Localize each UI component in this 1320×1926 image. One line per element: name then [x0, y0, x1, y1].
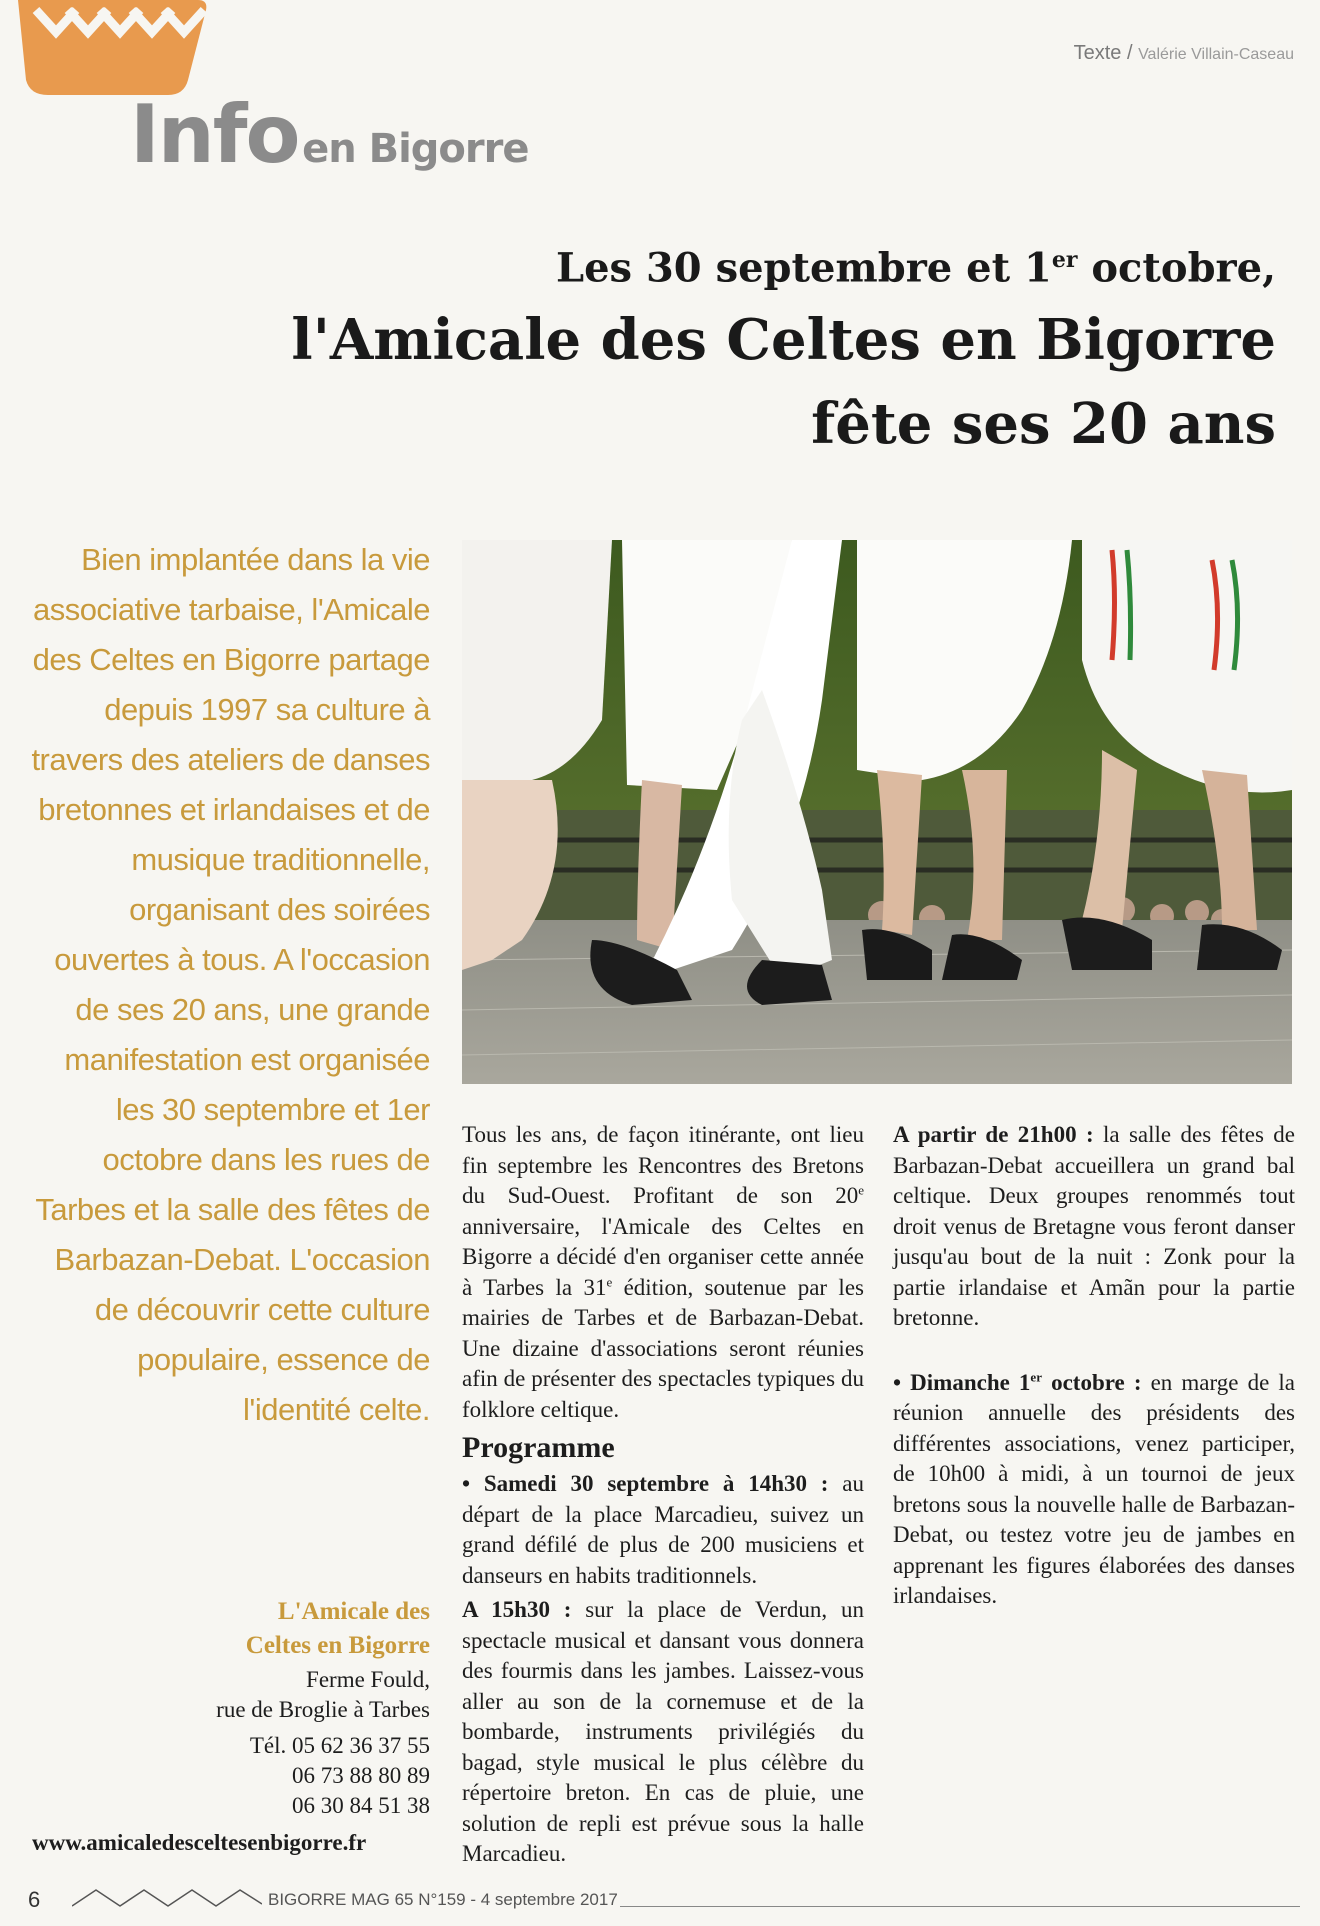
page-number: 6: [28, 1887, 41, 1912]
intro-paragraph: Bien implantée dans la vie associative tarbaise, l'Amicale des Celtes en Bigorre partage depuis 1997 sa culture à travers des ateliers de danses bretonnes et irlandaises et de musique traditionnelle, organisant des soirées ouvertes à tous. A l'occasion de ses 20 ans, une grande manifestation est organisée les 30 septembre et 1er octobre dans les rues de Tarbes et la salle des fêtes de Barbazan-Debat. L'occasion de découvrir cette culture populaire, essence de l'identité celte.: [31, 542, 430, 1427]
publication-info: BIGORRE MAG 65 N°159 - 4 septembre 2017: [268, 1890, 618, 1909]
footer-divider: [620, 1906, 1300, 1907]
article-paragraph-1: Tous les ans, de façon itinérante, ont lieu fin septembre les Rencontres des Bretons du Sud-Ouest. Profitant de son 20e anniversaire, l'Amicale des Celtes en Bigorre a décidé d'en organiser cette année à Tarbes la 31e édition, soutenue par les mairies de Tarbes et de Barbazan-Debat. Une dizaine d'associations seront réunies afin de présenter des spectacles typiques du folklore celtique.: [462, 1122, 864, 1422]
website-link[interactable]: www.amicaledesceltesenbigorre.fr: [32, 1830, 367, 1855]
programme-heading: Programme: [462, 1431, 615, 1464]
credit-author: Valérie Villain-Caseau: [1138, 46, 1294, 63]
headline-sub-line: fête ses 20 ans: [811, 391, 1276, 458]
programme-item-sunday: • Dimanche 1er octobre : en marge de la réunion annuelle des présidents des différentes associations, venez participer, de 10h00 à midi, à un tournoi de jeux bretons sous la nouvelle halle de Barbazan-Debat, ou testez votre jeu de jambes en apprenant les figures élaborées des danses irlandaises.: [893, 1368, 1295, 1608]
contact-address-line-2: rue de Broglie à Tarbes: [216, 1697, 430, 1722]
contact-phone-1: Tél. 05 62 36 37 55: [249, 1733, 430, 1758]
article-headline: [276, 232, 1276, 464]
section-title: [130, 88, 529, 181]
headline-date-line: Les 30 septembre et 1er octobre,: [555, 244, 1276, 292]
article-column-1: [462, 1120, 864, 1874]
dancers-photo: [462, 540, 1292, 1084]
headline-main-line: l'Amicale des Celtes en Bigorre: [291, 307, 1276, 374]
section-title-main: Info: [130, 88, 299, 181]
author-credit: [1074, 42, 1294, 65]
credit-label: Texte /: [1073, 42, 1133, 64]
contact-org-line-2: Celtes en Bigorre: [245, 1632, 430, 1659]
programme-item-2100: A partir de 21h00 : la salle des fêtes de Barbazan-Debat accueillera un grand bal celtique. Deux groupes renommés tout droit venus de Bretagne vous feront danser jusqu'au bout de la nuit : Zonk pour la partie irlandaise et Amãn pour la partie bretonne.: [893, 1122, 1296, 1330]
article-column-2: [893, 1120, 1295, 1616]
magazine-logo-icon: [18, 0, 238, 95]
contact-phone-2: 06 73 88 80 89: [292, 1763, 430, 1788]
programme-item-saturday: • Samedi 30 septembre à 14h30 : au départ de la place Marcadieu, suivez un grand défilé de plus de 200 musiciens et danseurs en habits traditionnels.: [462, 1471, 864, 1588]
contact-org-line-1: L'Amicale des: [277, 1598, 430, 1625]
contact-phone-3: 06 30 84 51 38: [292, 1793, 430, 1818]
programme-item-1530: A 15h30 : sur la place de Verdun, un spectacle musical et dansant vous donnera des fourmis dans les jambes. Laissez-vous aller au son de la cornemuse et de la bombarde, instruments privilégiés du bagad, style musical le plus célèbre du répertoire breton. En cas de pluie, une solution de repli est prévue sous la halle Marcadieu.: [462, 1597, 864, 1866]
contact-block: [30, 1595, 430, 1821]
wave-decoration-icon: [72, 1886, 262, 1908]
contact-address-line-1: Ferme Fould,: [306, 1667, 430, 1692]
section-title-sub: en Bigorre: [302, 126, 529, 172]
